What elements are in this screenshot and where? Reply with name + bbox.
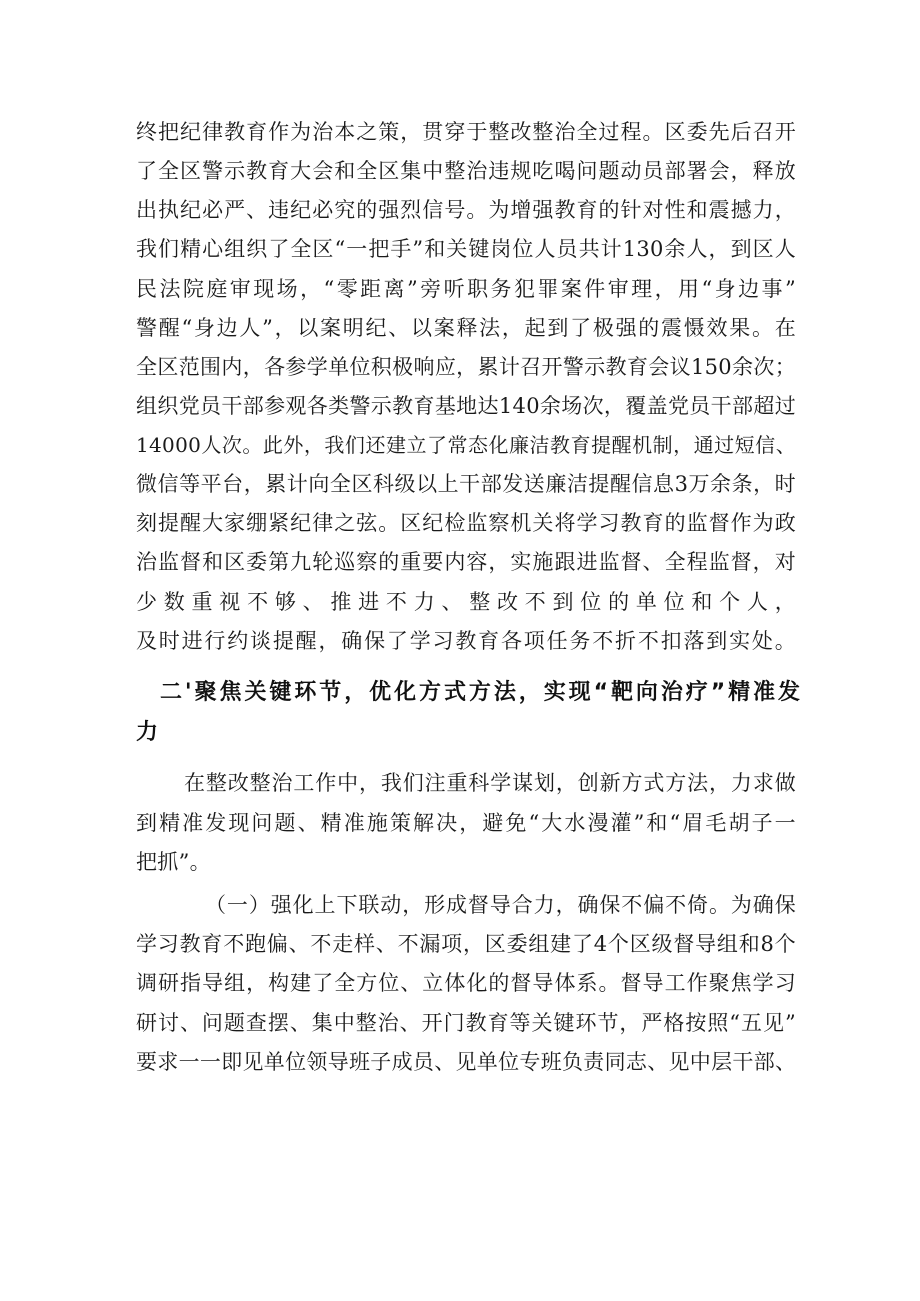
paragraph1-line: 治监督和区委第九轮巡察的重要内容，实施跟进监督、全程监督，对 bbox=[136, 550, 796, 574]
paragraph3-line: （一）强化上下联动，形成督导合力，确保不偏不倚。为确保 bbox=[205, 893, 796, 917]
paragraph1-line: 全区范围内，各参学单位积极响应，累计召开警示教育会议150余次； bbox=[136, 355, 796, 379]
paragraph1-line: 出执纪必严、违纪必究的强烈信号。为增强教育的针对性和震撼力， bbox=[136, 198, 796, 222]
paragraph1-line: 了全区警示教育大会和全区集中整治违规吃喝问题动员部署会，释放 bbox=[136, 159, 796, 183]
paragraph1-line: 终把纪律教育作为治本之策，贯穿于整改整治全过程。区委先后召开 bbox=[136, 120, 796, 144]
paragraph1-line: 刻提醒大家绷紧纪律之弦。区纪检监察机关将学习教育的监督作为政 bbox=[136, 511, 796, 535]
paragraph3-line: 研讨、问题查摆、集中整治、开门教育等关键环节，严格按照“五见” bbox=[136, 1011, 796, 1035]
paragraph2-line: 把抓”。 bbox=[136, 850, 211, 874]
paragraph1-line: 少数重视不够、推进不力、整改不到位的单位和个人， bbox=[136, 590, 796, 614]
paragraph1-line: 及时进行约谈提醒，确保了学习教育各项任务不折不扣落到实处。 bbox=[136, 629, 796, 653]
paragraph1-line: 微信等平台，累计向全区科级以上干部发送廉洁提醒信息3万余条，时 bbox=[136, 472, 796, 496]
paragraph3-line: 学习教育不跑偏、不走样、不漏项，区委组建了4个区级督导组和8个 bbox=[136, 932, 796, 956]
paragraph1-line: 14000人次。此外，我们还建立了常态化廉洁教育提醒机制，通过短信、 bbox=[136, 433, 796, 457]
section-heading-continued: 力 bbox=[136, 720, 159, 745]
paragraph2-line: 到精准发现问题、精准施策解决，避免“大水漫灌”和“眉毛胡子一 bbox=[136, 811, 796, 835]
paragraph1-line: 民法院庭审现场，“零距离”旁听职务犯罪案件审理，用“身边事” bbox=[136, 277, 796, 301]
paragraph1-line: 我们精心组织了全区“一把手”和关键岗位人员共计130余人，到区人 bbox=[136, 237, 796, 261]
paragraph3-line: 调研指导组，构建了全方位、立体化的督导体系。督导工作聚焦学习 bbox=[136, 971, 796, 995]
paragraph1-line: 警醒“身边人”，以案明纪、以案释法，起到了极强的震慑效果。在 bbox=[136, 316, 796, 340]
section-heading: 二'聚焦关键环节，优化方式方法，实现“靶向治疗”精准发 bbox=[160, 680, 800, 705]
paragraph1-line: 组织党员干部参观各类警示教育基地达140余场次，覆盖党员干部超过 bbox=[136, 394, 796, 418]
paragraph3-line: 要求一一即见单位领导班子成员、见单位专班负责同志、见中层干部、 bbox=[136, 1050, 797, 1074]
paragraph2-line: 在整改整治工作中，我们注重科学谋划，创新方式方法，力求做 bbox=[184, 771, 796, 795]
